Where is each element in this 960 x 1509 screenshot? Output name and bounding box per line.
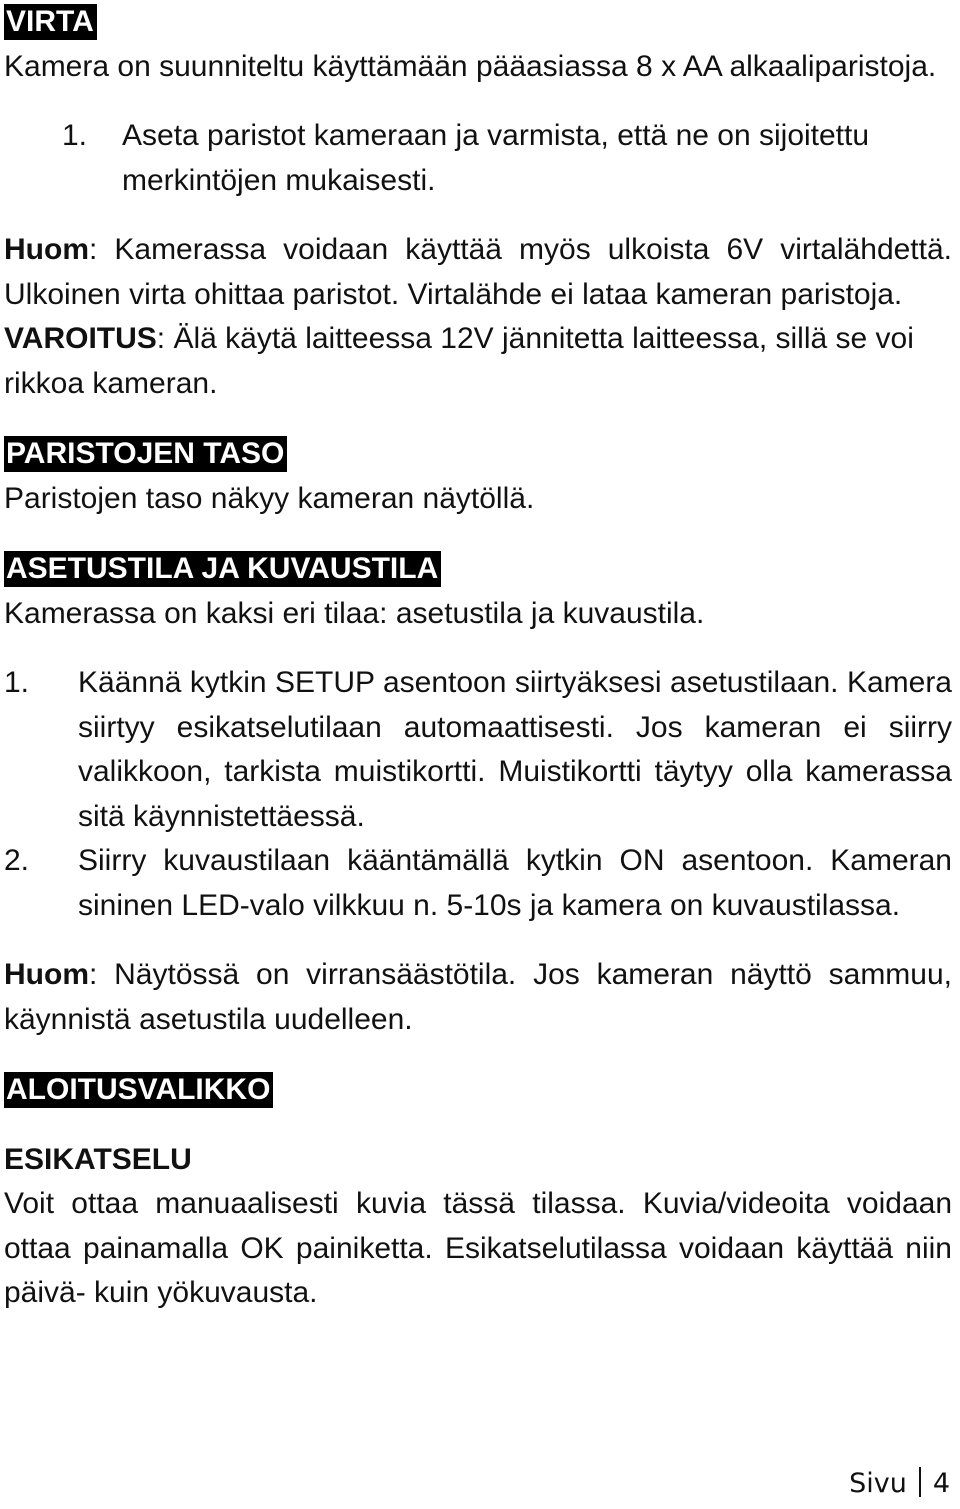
note-label: Huom: [4, 958, 89, 991]
step-number: 1.: [4, 666, 30, 699]
step-text: Siirry kuvaustilaan kääntämällä kytkin ON asentoon. Kameran sininen LED-valo vilkkuu n. 5-10s ja kamera on kuvaustilassa.: [78, 844, 952, 922]
step-number: 1.: [62, 119, 88, 152]
footer-label: Sivu: [849, 1468, 907, 1499]
section-heading-paristojen-taso: PARISTOJEN TASO: [4, 436, 287, 472]
list-item: [4, 114, 952, 203]
asetustila-steps: [4, 661, 952, 928]
page-footer: [849, 1466, 950, 1502]
step-number: 2.: [4, 844, 30, 877]
step-text: Aseta paristot kameraan ja varmista, että ne on sijoitettu merkintöjen mukaisesti.: [122, 119, 870, 197]
warning-label: VAROITUS: [4, 322, 157, 355]
paristot-text: Paristojen taso näkyy kameran näytöllä.: [4, 481, 535, 515]
subheading-esikatselu: ESIKATSELU: [4, 1142, 192, 1176]
asetustila-intro: Kamerassa on kaksi eri tilaa: asetustila ja kuvaustila.: [4, 596, 705, 630]
section-heading-asetustila: ASETUSTILA JA KUVAUSTILA: [4, 551, 441, 587]
section-heading-virta: VIRTA: [4, 4, 97, 40]
list-item: [4, 839, 952, 928]
note-text: : Näytössä on virransäästötila. Jos kameran näyttö sammuu, käynnistä asetustila uudelleen.: [4, 958, 952, 1036]
note-text: : Kamerassa voidaan käyttää myös ulkoista 6V virtalähdettä. Ulkoinen virta ohittaa paristot. Virtalähde ei lataa kameran paristoja.: [4, 233, 952, 311]
asetustila-note: [4, 953, 952, 1042]
list-item: [4, 661, 952, 839]
virta-intro: Kamera on suunniteltu käyttämään pääasiassa 8 x AA alkaaliparistoja.: [4, 49, 937, 83]
warning-text: : Älä käytä laitteessa 12V jännitetta laitteessa, sillä se voi rikkoa kameran.: [4, 322, 914, 400]
footer-divider: [919, 1467, 921, 1497]
document-page: [4, 0, 952, 1316]
section-heading-aloitusvalikko: ALOITUSVALIKKO: [4, 1072, 273, 1108]
step-text: Käännä kytkin SETUP asentoon siirtyäksesi asetustilaan. Kamera siirtyy esikatselutilaan automaattisesti. Jos kameran ei siirry valikkoon, tarkista muistikortti. Muistikortti täytyy olla kamerassa sitä käynnistettäessä.: [78, 666, 952, 833]
virta-warning: [4, 317, 952, 406]
page-number: 4: [932, 1468, 950, 1499]
virta-note: [4, 228, 952, 317]
note-label: Huom: [4, 233, 89, 266]
esikatselu-text: Voit ottaa manuaalisesti kuvia tässä tilassa. Kuvia/videoita voidaan ottaa painamalla OK painiketta. Esikatselutilassa voidaan käyttää niin päivä- kuin yökuvausta.: [4, 1187, 952, 1309]
virta-steps: [4, 114, 952, 203]
